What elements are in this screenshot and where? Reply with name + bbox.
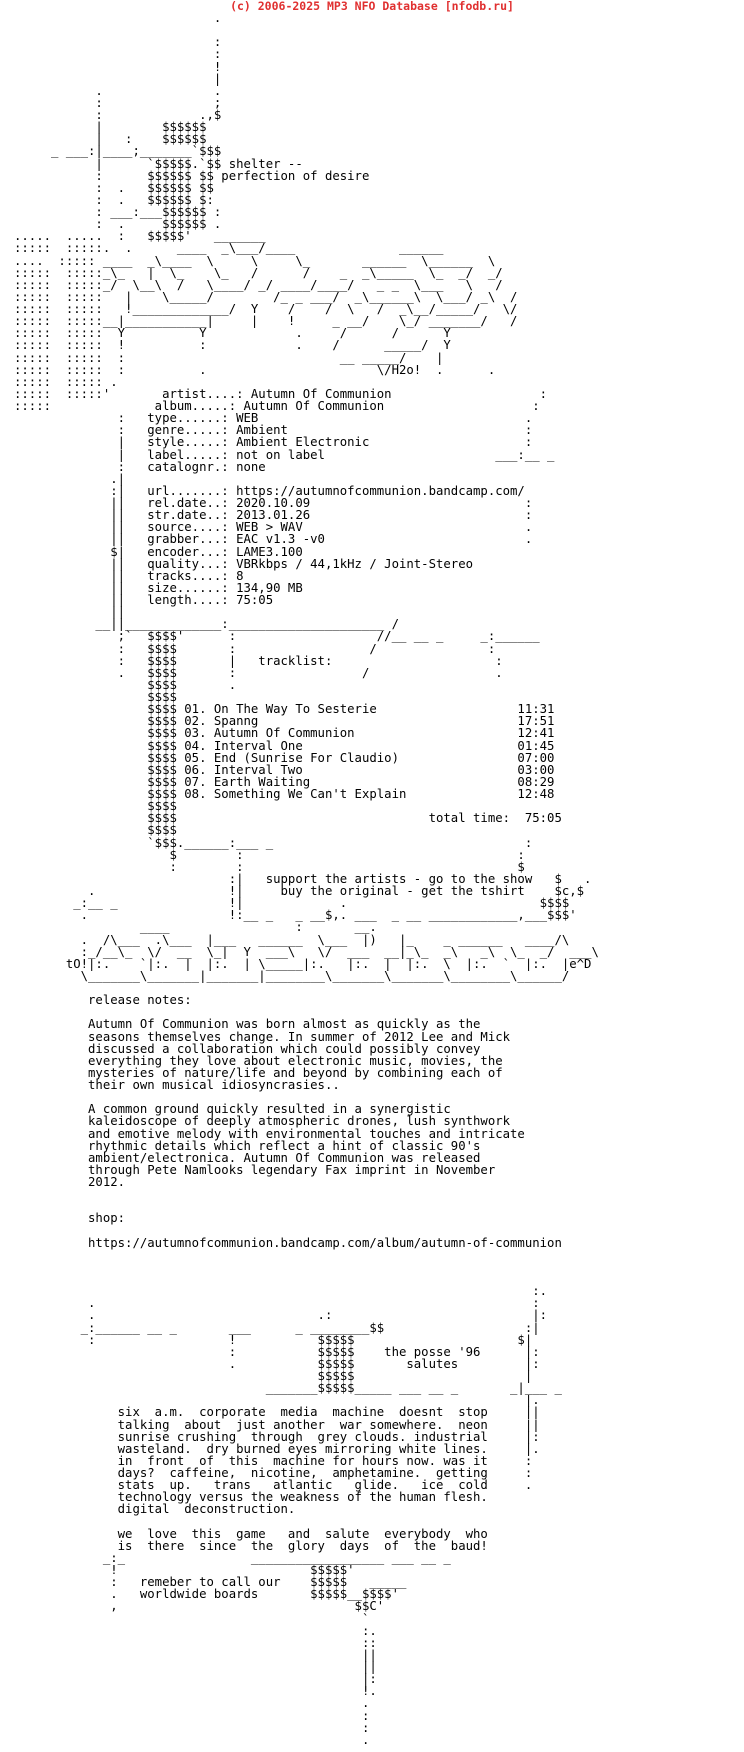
nfo-line: .: [14, 1732, 370, 1747]
nfo-line: $$$$ 06. Interval Two 03:00: [14, 762, 555, 777]
nfo-line: $ : :: [14, 847, 525, 862]
nfo-line: $$$$$ |: [14, 1369, 533, 1383]
nfo-line: |.: [14, 1393, 540, 1408]
nfo-line: 2012.: [14, 1175, 126, 1189]
nfo-line: | $$$$$$: [14, 120, 207, 135]
nfo-line: || tracks....: 8: [14, 568, 244, 583]
nfo-line: : ___:___$$$$$$ :: [14, 205, 222, 219]
nfo-line: | : $$$$$$: [14, 132, 207, 147]
nfo-line: _:_ __________________ ___ __ _: [14, 1550, 451, 1565]
nfo-line: ::::: :::::. . ____ _\___/____ ______: [14, 241, 444, 256]
nfo-line: $$$$ 03. Autumn Of Communion 12:41: [14, 726, 555, 741]
nfo-line: : $$$$$$ $$ perfection of desire: [14, 168, 370, 183]
nfo-line: :: [14, 35, 222, 50]
nfo-line: :_/__\_ \/ __ \_| Y ___\ \/ ___ __|_\_ _\ _\ \_ _/ ___\: [14, 944, 599, 959]
nfo-line: $$$$ .: [14, 677, 237, 692]
nfo-line: discussed a collaboration which could possibly convey: [14, 1041, 481, 1056]
nfo-line: ! $$$$$': [14, 1563, 355, 1577]
nfo-line: . .: [14, 83, 222, 98]
nfo-line: || rel.date..: 2020.10.09 :: [14, 496, 533, 510]
nfo-line: ____ : __.: [14, 920, 377, 935]
nfo-line: ::::: ::::: ! : . / _____/ Y: [14, 338, 451, 353]
nfo-line: _ ___:|____;_______`$$$: [14, 144, 222, 159]
nfo-line: `$$$.______:___ _ :: [14, 835, 533, 850]
nfo-line: $$$$ 02. Spanng 17:51: [14, 714, 555, 729]
nfo-line: . :: [14, 1296, 540, 1311]
nfo-line: : ! $$$$$ $|: [14, 1332, 533, 1347]
nfo-line: ||: [14, 605, 126, 620]
nfo-line: ::::: :::::__|___________| | ! _ __/ \_/ _______/ /: [14, 314, 518, 329]
nfo-line: $$$$ 04. Interval One 01:45: [14, 738, 555, 753]
nfo-line: ::::: ::::: | \_____/ /_ _ ___/ _\______\ \___/ _\ /: [14, 289, 518, 304]
nfo-line: .: [14, 1696, 370, 1711]
nfo-line: we love this game and salute everybody who: [14, 1526, 488, 1541]
nfo-line: : $$$$ | tracklist: :: [14, 653, 503, 668]
nfo-line: | style.....: Ambient Electronic :: [14, 435, 533, 450]
nfo-line: : $$$$ : / :: [14, 641, 496, 656]
nfo-line: shop:: [14, 1211, 126, 1226]
nfo-line: _:__ _ !| . $$$$: [14, 896, 570, 911]
nfo-line: : type......: WEB .: [14, 411, 533, 426]
nfo-line: _______$$$$$_____ ___ __ _ _|___ _: [14, 1381, 562, 1396]
nfo-line: : : $: [14, 859, 525, 874]
nfo-line: :.: [14, 1284, 548, 1299]
nfo-line: and emotive melody with environmental touches and intricate: [14, 1126, 525, 1141]
nfo-line: $$$$: [14, 823, 177, 838]
nfo-line: .|: [14, 471, 126, 486]
nfo-line: Autumn Of Communion was born almost as quickly as the: [14, 1017, 481, 1032]
nfo-line: their own musical idiosyncrasies..: [14, 1078, 340, 1092]
nfo-line: :.: [14, 1623, 377, 1638]
nfo-line: :| url.......: https://autumnofcommunion.bandcamp.com/: [14, 483, 525, 498]
nfo-line: || str.date..: 2013.01.26 :: [14, 508, 533, 523]
nfo-line: : genre.....: Ambient :: [14, 423, 533, 438]
nfo-line: tO!|:. `|:. | |:. | \_____|:. |:. | |:. \ |:. ` |:. |e^D: [14, 956, 592, 971]
nfo-line: ambient/electronica. Autumn Of Communion was released: [14, 1150, 481, 1165]
nfo-line: kaleidoscope of deeply atmospheric drones, lush synthwork: [14, 1114, 511, 1129]
nfo-line: || source....: WEB > WAV .: [14, 520, 533, 535]
nfo-line: ::::: :::::_\_ | \_ \_ / / _ _\_____ \_ _/ _/: [14, 265, 503, 280]
copyright-header: (c) 2006-2025 MP3 NFO Database [nfodb.ru]: [230, 0, 514, 13]
nfo-line: $$$$ 08. Something We Can't Explain 12:48: [14, 787, 555, 801]
nfo-line: ||: [14, 1647, 377, 1662]
nfo-line: ::::: ::::: .: [14, 374, 118, 389]
nfo-line: ::: [14, 1635, 377, 1650]
nfo-line: wasteland. dry burned eyes mirroring white lines. |.: [14, 1441, 540, 1456]
nfo-line: , $$C': [14, 1599, 385, 1614]
nfo-line: $| encoder...: LAME3.100: [14, 544, 303, 559]
nfo-line: in front of this machine for hours now. was it :: [14, 1453, 533, 1468]
nfo-line: ::::: album.....: Autumn Of Communion :: [14, 399, 540, 413]
nfo-line: __||_____________:_____________________ /: [14, 617, 399, 632]
nfo-line: . !:__ _ _ __$,. ___ _ __ ____________,___$$$': [14, 908, 577, 923]
nfo-line: seasons themselves change. In summer of 2012 Lee and Mick: [14, 1029, 511, 1044]
nfo-line: `: [14, 1611, 370, 1626]
nfo-line: . $$$$$ salutes |:: [14, 1356, 540, 1371]
nfo-line: : ;: [14, 95, 222, 110]
nfo-line: ||: [14, 1660, 377, 1674]
nfo-line: ;` $$$$' : //__ __ _ _:______: [14, 629, 540, 644]
nfo-line: : catalognr.: none: [14, 459, 266, 474]
nfo-line: A common ground quickly resulted in a synergistic: [14, 1102, 451, 1117]
nfo-line: through Pete Namlooks legendary Fax imprint in November: [14, 1162, 496, 1177]
nfo-line: $$$$ 05. End (Sunrise For Claudio) 07:00: [14, 750, 555, 765]
nfo-line: :: [14, 1720, 370, 1735]
nfo-line: technology versus the weakness of the human flesh.: [14, 1490, 488, 1505]
nfo-line: . .: |:: [14, 1308, 548, 1323]
nfo-line: : . $$$$$$ $:: [14, 192, 214, 207]
nfo-line: . worldwide boards $$$$$__$$$$': [14, 1587, 399, 1602]
nfo-line: \_______\_______|_______|________\_______\_______\________\______/: [14, 968, 570, 983]
nfo-line: digital deconstruction.: [14, 1502, 296, 1517]
nfo-line: $$$$: [14, 690, 177, 704]
nfo-line: ::::: ::::: Y Y . / / Y: [14, 326, 451, 341]
nfo-line: stats up. trans atlantic glide. ice cold .: [14, 1478, 533, 1493]
nfo-line: || size......: 134,90 MB: [14, 580, 303, 595]
nfo-line: .: [14, 11, 222, 25]
nfo-line: . $$$$ : / .: [14, 665, 503, 680]
nfo-line: !: [14, 59, 222, 74]
nfo-line: release notes:: [14, 993, 192, 1008]
nfo-line: : . $$$$$$ .: [14, 217, 222, 232]
nfo-text: [14, 12, 599, 1746]
nfo-line: days? caffeine, nicotine, amphetamine. getting :: [14, 1466, 533, 1480]
nfo-line: |:: [14, 1672, 377, 1687]
nfo-line: talking about just another war somewhere. neon ||: [14, 1417, 540, 1432]
nfo-line: :: [14, 47, 222, 62]
nfo-line: : $$$$$ the posse '96 |:: [14, 1344, 540, 1359]
nfo-line: ::::: :::::_/ \__\ / \____/ _/ ____/____/ _ _ \___ \ /: [14, 277, 503, 292]
nfo-line: :: [14, 1708, 370, 1723]
nfo-line: rhythmic details which reflect a hint of classic 90's: [14, 1138, 481, 1153]
nfo-line: || grabber...: EAC v1.3 -v0 .: [14, 532, 533, 547]
nfo-line: $$$$: [14, 799, 177, 814]
nfo-line: mysteries of nature/life and beyond by combining each of: [14, 1065, 503, 1080]
nfo-line: ::::: ::::: : __ _____/ |: [14, 350, 444, 365]
nfo-line: everything they love about electronic music, movies, the: [14, 1053, 503, 1068]
nfo-line: ::::: ::::: : . \/H2o! . .: [14, 362, 496, 377]
nfo-line: || length....: 75:05: [14, 593, 274, 607]
nfo-line: : remeber to call our $$$$$ _____: [14, 1575, 407, 1590]
nfo-line: $$$$ 07. Earth Waiting 08:29: [14, 774, 555, 789]
nfo-line: : . $$$$$$ $$: [14, 180, 214, 195]
nfo-line: ..... ..... : $$$$$' _______: [14, 229, 266, 244]
nfo-line: sunrise crushing through grey clouds. industrial |:: [14, 1429, 540, 1444]
nfo-line: | `$$$$$.`$$ shelter --: [14, 156, 303, 171]
nfo-line: ::::: ::::: !_____________/ Y / / \ / _\__/_____/ \/: [14, 302, 518, 316]
nfo-line: | label.....: not on label ___:__ _: [14, 447, 555, 462]
nfo-line: ::::: :::::' artist....: Autumn Of Communion :: [14, 386, 548, 401]
nfo-line: . !| buy the original - get the tshirt $c,$: [14, 884, 585, 898]
nfo-line: !.: [14, 1684, 377, 1699]
nfo-line: : .,$: [14, 108, 222, 122]
nfo-line: :| support the artists - go to the show $ .: [14, 871, 592, 886]
nfo-line: $$$$ 01. On The Way To Sesterie 11:31: [14, 702, 555, 717]
nfo-line: .... ::::: ____ _\____ \ \ \_ ______ \______ \: [14, 253, 496, 268]
nfo-line: || quality...: VBRkbps / 44,1kHz / Joint-Stereo: [14, 556, 474, 571]
nfo-line: . /\___ .\___ |___ ______ \___ |) |_ _ ______ ____/\: [14, 932, 570, 947]
nfo-line: $$$$ total time: 75:05: [14, 811, 562, 826]
nfo-line: _:______ __ _ ___ _ ________$$ :|: [14, 1320, 540, 1335]
nfo-line: |: [14, 71, 222, 86]
nfo-line: https://autumnofcommunion.bandcamp.com/album/autumn-of-communion: [14, 1235, 562, 1250]
nfo-line: is there since the glory days of the baud!: [14, 1538, 488, 1553]
nfo-line: six a.m. corporate media machine doesnt stop ||: [14, 1405, 540, 1420]
